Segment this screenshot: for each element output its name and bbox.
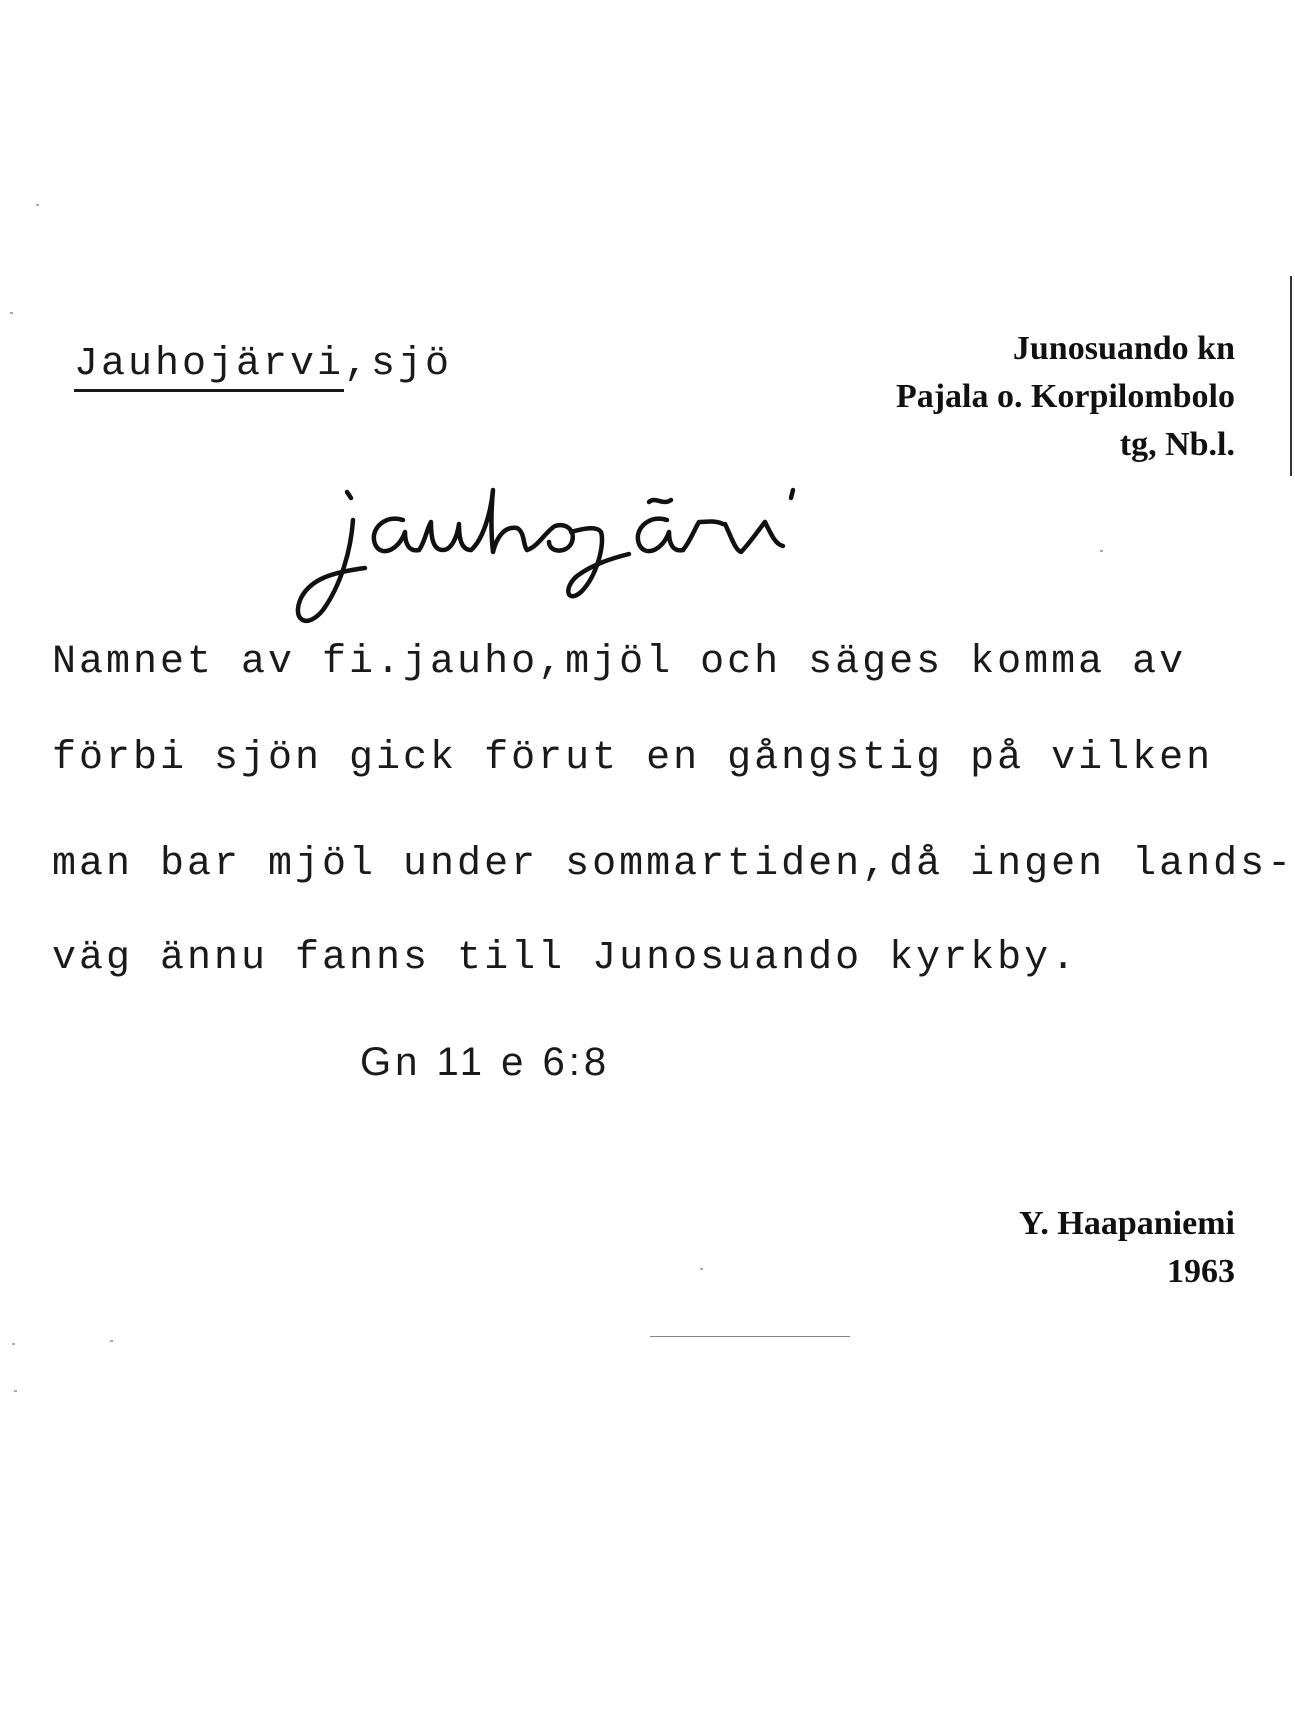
speck — [10, 312, 13, 314]
speck — [700, 1268, 703, 1270]
location-block — [896, 325, 1235, 469]
location-line: tg, Nb.l. — [1119, 426, 1235, 463]
author-name: Y. Haapaniemi — [1018, 1205, 1235, 1242]
speck — [12, 1343, 15, 1345]
headword-line — [74, 342, 452, 387]
speck — [14, 1390, 17, 1392]
speck — [1100, 550, 1103, 552]
author-block — [1019, 1200, 1235, 1296]
body-line: man bar mjöl under sommartiden,då ingen lands- — [52, 842, 1295, 887]
headword-suffix: ,sjö — [344, 342, 453, 387]
body-line: väg ännu fanns till Junosuando kyrkby. — [52, 936, 1079, 981]
year: 1963 — [1167, 1253, 1235, 1290]
body-line: förbi sjön gick förut en gångstig på vilken — [52, 736, 1214, 781]
speck — [36, 204, 39, 206]
body-line: Namnet av fi.jauho,mjöl och säges komma av — [52, 640, 1187, 685]
speck — [110, 1340, 113, 1342]
card-edge-line — [1290, 276, 1292, 476]
divider — [650, 1336, 850, 1337]
location-line: Pajala o. Korpilombolo — [895, 378, 1235, 415]
handwritten-name — [295, 480, 895, 630]
source-reference: Gn 11 e 6:8 — [360, 1040, 611, 1084]
headword: Jauhojärvi — [74, 342, 344, 392]
location-line: Junosuando kn — [1012, 330, 1235, 367]
